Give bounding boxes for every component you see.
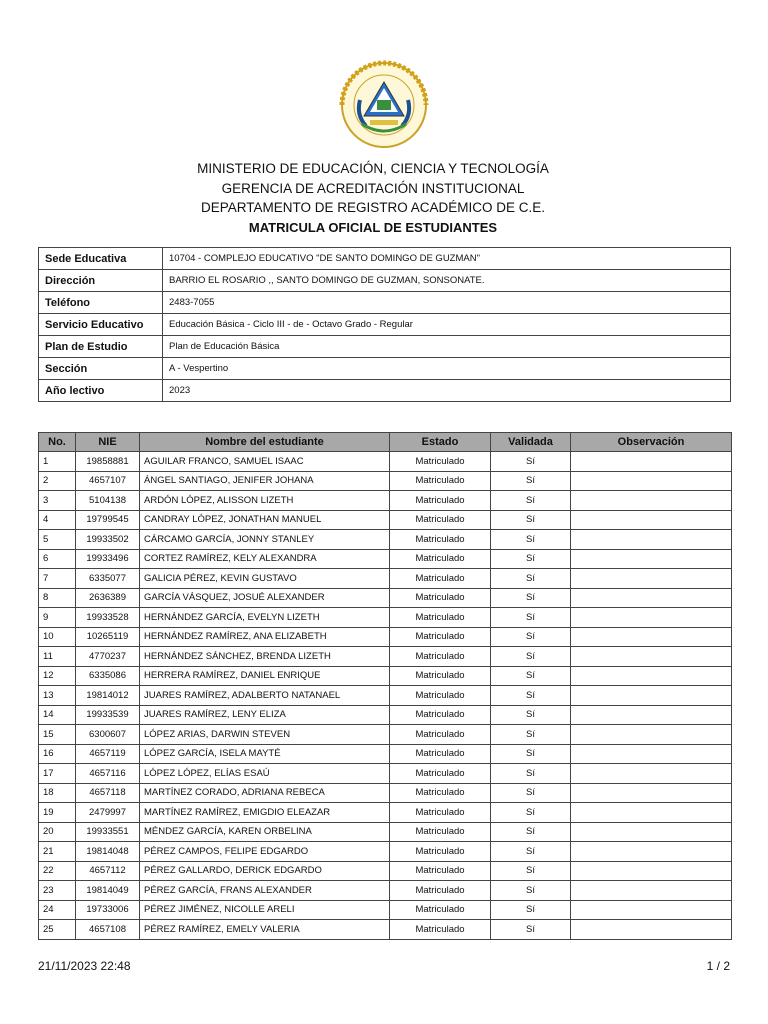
- cell-no: 21: [39, 842, 76, 862]
- cell-nie: 6335077: [76, 569, 140, 589]
- cell-observacion: [571, 842, 732, 862]
- cell-estado: Matriculado: [390, 491, 491, 511]
- cell-validada: Sí: [491, 491, 571, 511]
- cell-estado: Matriculado: [390, 900, 491, 920]
- column-header-observacion: Observación: [571, 433, 732, 452]
- cell-student-name: PÉREZ JIMÉNEZ, NICOLLE ARELI: [140, 900, 390, 920]
- info-row: [39, 270, 731, 292]
- cell-no: 13: [39, 686, 76, 706]
- cell-student-name: CÁRCAMO GARCÍA, JONNY STANLEY: [140, 530, 390, 550]
- cell-estado: Matriculado: [390, 744, 491, 764]
- cell-estado: Matriculado: [390, 842, 491, 862]
- cell-nie: 19733006: [76, 900, 140, 920]
- cell-validada: Sí: [491, 803, 571, 823]
- ministry-name: MINISTERIO DE EDUCACIÓN, CIENCIA Y TECNOLOGÍA: [197, 161, 549, 176]
- cell-validada: Sí: [491, 647, 571, 667]
- cell-student-name: CANDRAY LÓPEZ, JONATHAN MANUEL: [140, 510, 390, 530]
- cell-no: 4: [39, 510, 76, 530]
- cell-nie: 10265119: [76, 627, 140, 647]
- cell-observacion: [571, 881, 732, 901]
- cell-student-name: PÉREZ GALLARDO, DERICK EDGARDO: [140, 861, 390, 881]
- table-row: [39, 822, 732, 842]
- cell-no: 6: [39, 549, 76, 569]
- cell-validada: Sí: [491, 842, 571, 862]
- cell-student-name: AGUILAR FRANCO, SAMUEL ISAAC: [140, 452, 390, 472]
- cell-nie: 6300607: [76, 725, 140, 745]
- cell-nie: 19858881: [76, 452, 140, 472]
- cell-estado: Matriculado: [390, 530, 491, 550]
- cell-student-name: HERNÁNDEZ GARCÍA, EVELYN LIZETH: [140, 608, 390, 628]
- cell-validada: Sí: [491, 666, 571, 686]
- cell-estado: Matriculado: [390, 920, 491, 940]
- info-label: Dirección: [39, 270, 163, 292]
- cell-no: 18: [39, 783, 76, 803]
- cell-observacion: [571, 569, 732, 589]
- cell-estado: Matriculado: [390, 647, 491, 667]
- table-row: [39, 705, 732, 725]
- info-label: Año lectivo: [39, 380, 163, 402]
- cell-validada: Sí: [491, 471, 571, 491]
- cell-nie: 19814049: [76, 881, 140, 901]
- info-value: Educación Básica - Ciclo III - de - Octavo Grado - Regular: [163, 314, 731, 336]
- cell-observacion: [571, 608, 732, 628]
- table-row: [39, 803, 732, 823]
- table-row: [39, 530, 732, 550]
- cell-nie: 4657107: [76, 471, 140, 491]
- info-label: Servicio Educativo: [39, 314, 163, 336]
- table-row: [39, 491, 732, 511]
- info-value: 10704 - COMPLEJO EDUCATIVO "DE SANTO DOMINGO DE GUZMAN": [163, 248, 731, 270]
- cell-student-name: JUARES RAMÍREZ, LENY ELIZA: [140, 705, 390, 725]
- cell-no: 23: [39, 881, 76, 901]
- column-header-validada: Validada: [491, 433, 571, 452]
- cell-validada: Sí: [491, 744, 571, 764]
- cell-student-name: PÉREZ RAMÍREZ, EMELY VALERIA: [140, 920, 390, 940]
- info-value: BARRIO EL ROSARIO ,, SANTO DOMINGO DE GUZMAN, SONSONATE.: [163, 270, 731, 292]
- cell-validada: Sí: [491, 822, 571, 842]
- document-header: [0, 159, 746, 238]
- print-timestamp: 21/11/2023 22:48: [38, 959, 131, 973]
- cell-nie: 19814012: [76, 686, 140, 706]
- cell-estado: Matriculado: [390, 510, 491, 530]
- cell-estado: Matriculado: [390, 803, 491, 823]
- cell-no: 12: [39, 666, 76, 686]
- info-row: [39, 336, 731, 358]
- cell-student-name: HERNÁNDEZ SÁNCHEZ, BRENDA LIZETH: [140, 647, 390, 667]
- info-label: Sede Educativa: [39, 248, 163, 270]
- cell-observacion: [571, 861, 732, 881]
- table-row: [39, 588, 732, 608]
- cell-estado: Matriculado: [390, 725, 491, 745]
- cell-nie: 4657116: [76, 764, 140, 784]
- students-table-header: [39, 433, 732, 452]
- cell-estado: Matriculado: [390, 686, 491, 706]
- cell-student-name: HERRERA RAMÍREZ, DANIEL ENRIQUE: [140, 666, 390, 686]
- cell-estado: Matriculado: [390, 627, 491, 647]
- info-row: [39, 248, 731, 270]
- cell-observacion: [571, 920, 732, 940]
- cell-student-name: CORTEZ RAMÍREZ, KELY ALEXANDRA: [140, 549, 390, 569]
- cell-no: 20: [39, 822, 76, 842]
- cell-nie: 19799545: [76, 510, 140, 530]
- cell-no: 17: [39, 764, 76, 784]
- info-label: Teléfono: [39, 292, 163, 314]
- cell-observacion: [571, 900, 732, 920]
- document-title: MATRICULA OFICIAL DE ESTUDIANTES: [248, 219, 498, 235]
- cell-no: 16: [39, 744, 76, 764]
- cell-estado: Matriculado: [390, 471, 491, 491]
- info-row: [39, 380, 731, 402]
- cell-student-name: ÁNGEL SANTIAGO, JENIFER JOHANA: [140, 471, 390, 491]
- cell-estado: Matriculado: [390, 608, 491, 628]
- column-header-nie: NIE: [76, 433, 140, 452]
- cell-observacion: [571, 647, 732, 667]
- cell-nie: 19933539: [76, 705, 140, 725]
- info-value: 2483-7055: [163, 292, 731, 314]
- column-header-no: No.: [39, 433, 76, 452]
- cell-no: 5: [39, 530, 76, 550]
- cell-student-name: PÉREZ GARCÍA, FRANS ALEXANDER: [140, 881, 390, 901]
- cell-nie: 4657112: [76, 861, 140, 881]
- table-row: [39, 783, 732, 803]
- table-row: [39, 627, 732, 647]
- cell-validada: Sí: [491, 881, 571, 901]
- info-value: A - Vespertino: [163, 358, 731, 380]
- cell-student-name: MARTÍNEZ RAMÍREZ, EMIGDIO ELEAZAR: [140, 803, 390, 823]
- info-row: [39, 292, 731, 314]
- cell-estado: Matriculado: [390, 569, 491, 589]
- cell-observacion: [571, 471, 732, 491]
- cell-estado: Matriculado: [390, 705, 491, 725]
- cell-no: 22: [39, 861, 76, 881]
- column-header-name: Nombre del estudiante: [140, 433, 390, 452]
- cell-nie: 19933528: [76, 608, 140, 628]
- table-row: [39, 900, 732, 920]
- cell-observacion: [571, 549, 732, 569]
- info-value: Plan de Educación Básica: [163, 336, 731, 358]
- cell-validada: Sí: [491, 608, 571, 628]
- table-row: [39, 647, 732, 667]
- cell-observacion: [571, 491, 732, 511]
- cell-no: 14: [39, 705, 76, 725]
- el-salvador-coat-of-arms-seal: [334, 60, 434, 150]
- cell-no: 25: [39, 920, 76, 940]
- cell-observacion: [571, 705, 732, 725]
- cell-student-name: ARDÓN LÓPEZ, ALISSON LIZETH: [140, 491, 390, 511]
- cell-validada: Sí: [491, 510, 571, 530]
- cell-observacion: [571, 725, 732, 745]
- cell-nie: 4657108: [76, 920, 140, 940]
- cell-observacion: [571, 822, 732, 842]
- cell-observacion: [571, 803, 732, 823]
- students-table: [38, 432, 732, 940]
- cell-nie: 4657119: [76, 744, 140, 764]
- cell-estado: Matriculado: [390, 822, 491, 842]
- table-row: [39, 861, 732, 881]
- cell-observacion: [571, 744, 732, 764]
- cell-no: 3: [39, 491, 76, 511]
- info-value: 2023: [163, 380, 731, 402]
- cell-student-name: GALICIA PÉREZ, KEVIN GUSTAVO: [140, 569, 390, 589]
- cell-no: 1: [39, 452, 76, 472]
- cell-student-name: PÉREZ CAMPOS, FELIPE EDGARDO: [140, 842, 390, 862]
- cell-observacion: [571, 510, 732, 530]
- table-row: [39, 569, 732, 589]
- cell-validada: Sí: [491, 452, 571, 472]
- cell-nie: 4657118: [76, 783, 140, 803]
- cell-student-name: LÓPEZ GARCÍA, ISELA MAYTÉ: [140, 744, 390, 764]
- cell-estado: Matriculado: [390, 881, 491, 901]
- school-info-table: [38, 247, 731, 402]
- table-row: [39, 686, 732, 706]
- cell-validada: Sí: [491, 686, 571, 706]
- cell-observacion: [571, 588, 732, 608]
- table-row: [39, 510, 732, 530]
- cell-no: 2: [39, 471, 76, 491]
- cell-nie: 19933502: [76, 530, 140, 550]
- table-row: [39, 881, 732, 901]
- table-row: [39, 744, 732, 764]
- table-row: [39, 608, 732, 628]
- cell-estado: Matriculado: [390, 666, 491, 686]
- info-row: [39, 358, 731, 380]
- cell-validada: Sí: [491, 861, 571, 881]
- cell-student-name: GARCÍA VÁSQUEZ, JOSUÉ ALEXANDER: [140, 588, 390, 608]
- cell-observacion: [571, 627, 732, 647]
- table-row: [39, 725, 732, 745]
- cell-observacion: [571, 452, 732, 472]
- cell-validada: Sí: [491, 530, 571, 550]
- cell-no: 7: [39, 569, 76, 589]
- cell-nie: 4770237: [76, 647, 140, 667]
- cell-validada: Sí: [491, 900, 571, 920]
- column-header-estado: Estado: [390, 433, 491, 452]
- table-row: [39, 920, 732, 940]
- cell-validada: Sí: [491, 569, 571, 589]
- cell-validada: Sí: [491, 588, 571, 608]
- cell-estado: Matriculado: [390, 764, 491, 784]
- department-name: DEPARTAMENTO DE REGISTRO ACADÉMICO DE C.E.: [200, 200, 546, 215]
- cell-nie: 2636389: [76, 588, 140, 608]
- cell-student-name: LÓPEZ ARIAS, DARWIN STEVEN: [140, 725, 390, 745]
- table-row: [39, 549, 732, 569]
- cell-estado: Matriculado: [390, 549, 491, 569]
- cell-observacion: [571, 666, 732, 686]
- table-row: [39, 471, 732, 491]
- cell-student-name: MARTÍNEZ CORADO, ADRIANA REBECA: [140, 783, 390, 803]
- page-number: 1 / 2: [706, 959, 730, 973]
- cell-nie: 6335086: [76, 666, 140, 686]
- cell-student-name: MÉNDEZ GARCÍA, KAREN ORBELINA: [140, 822, 390, 842]
- cell-validada: Sí: [491, 920, 571, 940]
- info-label: Sección: [39, 358, 163, 380]
- cell-validada: Sí: [491, 627, 571, 647]
- cell-nie: 19933551: [76, 822, 140, 842]
- cell-nie: 2479997: [76, 803, 140, 823]
- cell-validada: Sí: [491, 783, 571, 803]
- cell-nie: 5104138: [76, 491, 140, 511]
- cell-observacion: [571, 530, 732, 550]
- cell-no: 19: [39, 803, 76, 823]
- cell-no: 8: [39, 588, 76, 608]
- cell-validada: Sí: [491, 725, 571, 745]
- cell-no: 10: [39, 627, 76, 647]
- info-label: Plan de Estudio: [39, 336, 163, 358]
- cell-observacion: [571, 783, 732, 803]
- cell-no: 11: [39, 647, 76, 667]
- cell-validada: Sí: [491, 549, 571, 569]
- cell-validada: Sí: [491, 705, 571, 725]
- info-row: [39, 314, 731, 336]
- cell-nie: 19814048: [76, 842, 140, 862]
- cell-observacion: [571, 686, 732, 706]
- cell-no: 24: [39, 900, 76, 920]
- table-row: [39, 764, 732, 784]
- table-row: [39, 452, 732, 472]
- cell-estado: Matriculado: [390, 783, 491, 803]
- cell-student-name: LÓPEZ LÓPEZ, ELÍAS ESAÚ: [140, 764, 390, 784]
- cell-estado: Matriculado: [390, 588, 491, 608]
- cell-observacion: [571, 764, 732, 784]
- cell-no: 15: [39, 725, 76, 745]
- cell-nie: 19933496: [76, 549, 140, 569]
- table-row: [39, 666, 732, 686]
- cell-validada: Sí: [491, 764, 571, 784]
- cell-student-name: JUARES RAMÍREZ, ADALBERTO NATANAEL: [140, 686, 390, 706]
- cell-estado: Matriculado: [390, 452, 491, 472]
- cell-student-name: HERNÁNDEZ RAMÍREZ, ANA ELIZABETH: [140, 627, 390, 647]
- table-row: [39, 842, 732, 862]
- cell-no: 9: [39, 608, 76, 628]
- cell-estado: Matriculado: [390, 861, 491, 881]
- management-name: GERENCIA DE ACREDITACIÓN INSTITUCIONAL: [221, 180, 525, 196]
